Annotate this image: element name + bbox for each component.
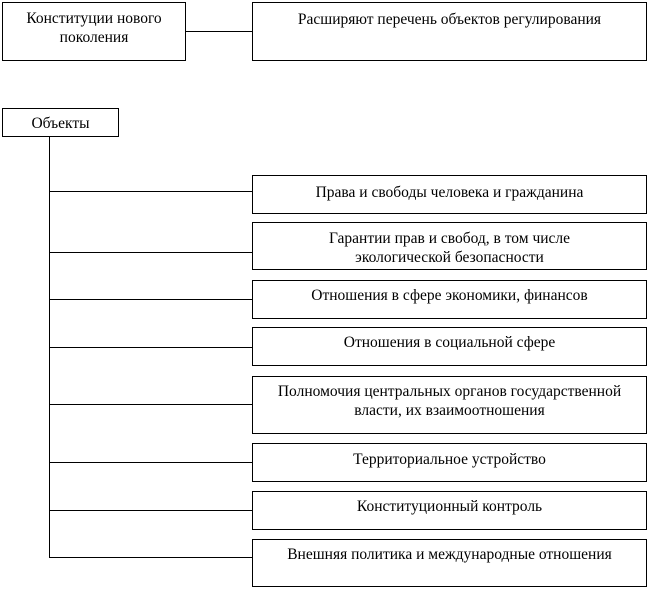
connector-item-1 bbox=[49, 191, 253, 192]
connector-item-8 bbox=[49, 557, 253, 558]
object-item-economy bbox=[252, 280, 647, 319]
connector-item-7 bbox=[49, 510, 253, 511]
object-item-territorial bbox=[252, 443, 647, 482]
constitutions-box bbox=[2, 2, 186, 61]
extend-list-box bbox=[252, 2, 647, 61]
object-item-label: Права и свободы человека и гражданина bbox=[315, 184, 584, 201]
object-item-social bbox=[252, 327, 647, 366]
connector-item-3 bbox=[49, 299, 253, 300]
object-item-central-powers bbox=[252, 376, 647, 434]
object-item-constitutional-control bbox=[252, 491, 647, 530]
extend-list-label: Расширяют перечень объектов регулирования bbox=[297, 11, 602, 28]
object-item-guarantees bbox=[252, 222, 647, 270]
object-item-label: Конституционный контроль bbox=[356, 498, 543, 515]
object-item-foreign-policy bbox=[252, 539, 647, 587]
object-item-label: Отношения в социальной сфере bbox=[343, 334, 556, 351]
object-item-label: Гарантии прав и свобод, в том числе экологической безопасности bbox=[328, 230, 571, 266]
constitutions-label: Конституции нового поколения bbox=[26, 10, 162, 46]
connector-constitutions-to-scope bbox=[185, 31, 253, 32]
object-item-label: Полномочия центральных органов государственной власти, их взаимоотношения bbox=[277, 383, 622, 419]
object-item-rights bbox=[252, 175, 647, 214]
connector-item-6 bbox=[49, 462, 253, 463]
object-item-label: Территориальное устройство bbox=[353, 451, 546, 468]
object-item-label: Внешняя политика и международные отношения bbox=[287, 546, 612, 563]
objects-box bbox=[2, 108, 119, 137]
connector-item-5 bbox=[49, 404, 253, 405]
connector-item-2 bbox=[49, 252, 253, 253]
connector-item-4 bbox=[49, 347, 253, 348]
object-item-label: Отношения в сфере экономики, финансов bbox=[311, 287, 588, 304]
objects-label: Объекты bbox=[31, 115, 90, 132]
